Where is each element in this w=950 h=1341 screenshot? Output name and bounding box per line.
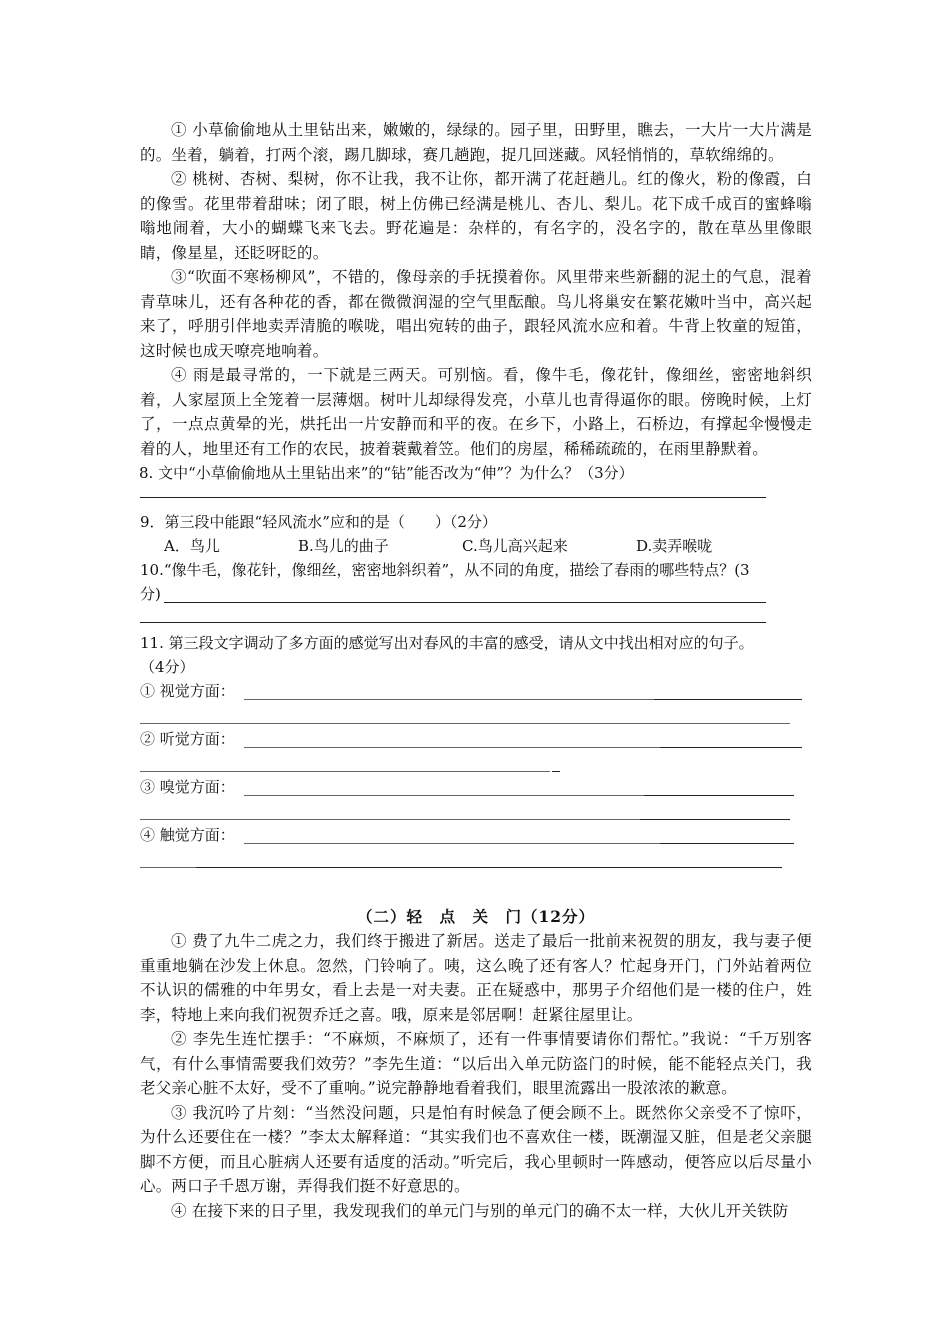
answer-line-visual-4[interactable] bbox=[230, 723, 790, 724]
question-11: 11. 第三段文字调动了多方面的感觉写出对春风的丰富的感受，请从文中找出相对应的句子。 bbox=[140, 634, 754, 652]
sense-tactile-label: ④ 触觉方面： bbox=[140, 826, 235, 844]
option-d[interactable]: D.卖弄喉咙 bbox=[636, 537, 713, 555]
paragraph-2: ② 桃树、杏树、梨树，你不让我，我不让你，都开满了花赶趟儿。红的像火，粉的像霞，白的像雪。花里带着甜味；闭了眼，树上仿佛已经满是桃儿、杏儿、梨儿。花下成千成百的蜜蜂嗡嗡地闹着，大小的蝴蝶飞来飞去。野花遍是：杂样的，有名字的，没名字的，散在草丛里像眼睛，像星星，还眨呀眨的。 bbox=[140, 170, 812, 262]
question-8: 8. 文中“小草偷偷地从土里钻出来”的“钻”能否改为“伸”？为什么？（3分） bbox=[139, 464, 634, 482]
sense-olfactory-label: ③ 嗅觉方面： bbox=[140, 778, 235, 796]
answer-line-visual-2[interactable] bbox=[654, 699, 802, 700]
answer-line-auditory-1[interactable] bbox=[244, 747, 664, 748]
option-a[interactable]: A．鸟儿 bbox=[164, 537, 220, 555]
answer-line-visual-3[interactable] bbox=[140, 723, 230, 724]
passage-spring bbox=[140, 118, 812, 461]
answer-line-tactile-4[interactable] bbox=[196, 867, 782, 868]
paragraph-4: ④ 雨是最寻常的，一下就是三两天。可别恼。看，像牛毛，像花针，像细丝，密密地斜织着，人家屋顶上全笼着一层薄烟。树叶儿却绿得发亮，小草儿也青得逼你的眼。傍晚时候，上灯了，一点点黄晕的光，烘托出一片安静而和平的夜。在乡下，小路上，石桥边，有撑起伞慢慢走着的人，地里还有工作的农民，披着蓑戴着笠。他们的房屋，稀稀疏疏的，在雨里静默着。 bbox=[140, 366, 812, 458]
question-9-options bbox=[140, 534, 812, 558]
answer-line-olfactory-3[interactable] bbox=[140, 819, 640, 820]
sense-auditory-label: ② 听觉方面： bbox=[140, 730, 235, 748]
answer-line-tactile-3[interactable] bbox=[140, 867, 196, 868]
question-10-cont: 分) bbox=[140, 585, 161, 603]
sense-tactile bbox=[140, 823, 812, 871]
answer-line-olfactory-1[interactable] bbox=[244, 795, 664, 796]
paragraph-6: ② 李先生连忙摆手：“不麻烦，不麻烦了，还有一件事情要请你们帮忙。”我说：“千万别客气，有什么事情需要我们效劳？”李先生道：“以后出入单元防盗门的时候，能不能轻点关门，我老父亲心脏不太好，受不了重响。”说完静静地看着我们，眼里流露出一股浓浓的歉意。 bbox=[140, 1030, 812, 1097]
paragraph-5: ① 费了九牛二虎之力，我们终于搬进了新居。送走了最后一批前来祝贺的朋友，我与妻子便重重地躺在沙发上休息。忽然，门铃响了。咦，这么晚了还有客人？忙起身开门，门外站着两位不认识的儒雅的中年男女，看上去是一对夫妻。正在疑惑中，那男子介绍他们是一楼的住户，姓李，特地上来向我们祝贺乔迁之喜。哦，原来是邻居啊！赶紧往屋里让。 bbox=[140, 932, 812, 1024]
question-11-points: （4分） bbox=[140, 658, 195, 676]
question-10: 10.“像牛毛，像花针，像细丝，密密地斜织着”，从不同的角度，描绘了春雨的哪些特点？(3 bbox=[140, 561, 750, 579]
answer-line-olfactory-2[interactable] bbox=[644, 795, 794, 796]
answer-line-auditory-2[interactable] bbox=[660, 747, 802, 748]
option-c[interactable]: C.鸟儿高兴起来 bbox=[462, 537, 568, 555]
sense-visual-label: ① 视觉方面： bbox=[140, 682, 235, 700]
paragraph-1: ① 小草偷偷地从土里钻出来，嫩嫩的，绿绿的。园子里，田野里，瞧去，一大片一大片满是的。坐着，躺着，打两个滚，踢几脚球，赛几趟跑，捉几回迷藏。风轻悄悄的，草软绵绵的。 bbox=[140, 121, 812, 164]
paragraph-7: ③ 我沉吟了片刻：“当然没问题，只是怕有时候急了便会顾不上。既然你父亲受不了惊吓，为什么还要住在一楼？”李太太解释道：“其实我们也不喜欢住一楼，既潮湿又脏，但是老父亲腿脚不方便，而且心脏病人还要有适度的活动。”听完后，我心里顿时一阵感动，便答应以后尽量小心。两口子千恩万谢，弄得我们挺不好意思的。 bbox=[140, 1103, 812, 1195]
paragraph-8: ④ 在接下来的日子里，我发现我们的单元门与别的单元门的确不太一样，大伙儿开关铁防 bbox=[171, 1201, 789, 1220]
question-9: 9．第三段中能跟“轻风流水”应和的是（ ）（2分） bbox=[140, 513, 497, 531]
sense-olfactory bbox=[140, 775, 812, 823]
answer-line-tactile-2[interactable] bbox=[660, 843, 794, 844]
answer-line-auditory-4[interactable] bbox=[552, 771, 560, 772]
answer-line-tactile-1[interactable] bbox=[244, 843, 664, 844]
option-b[interactable]: B.鸟儿的曲子 bbox=[298, 537, 389, 555]
answer-line-q10-a[interactable] bbox=[164, 602, 766, 603]
exam-page bbox=[140, 118, 812, 1223]
sense-visual bbox=[140, 679, 812, 727]
answer-line-visual-1[interactable] bbox=[244, 699, 664, 700]
section-2-title: （二）轻 点 关 门（12分） bbox=[356, 907, 596, 926]
passage-close-door bbox=[140, 929, 812, 1223]
paragraph-3: ③“吹面不寒杨柳风”，不错的，像母亲的手抚摸着你。风里带来些新翻的泥土的气息，混着青草味儿，还有各种花的香，都在微微润湿的空气里酝酿。鸟儿将巢安在繁花嫩叶当中，高兴起来了，呼朋引伴地卖弄清脆的喉咙，唱出宛转的曲子，跟轻风流水应和着。牛背上牧童的短笛，这时候也成天嘹亮地响着。 bbox=[140, 268, 812, 360]
answer-line-olfactory-4[interactable] bbox=[640, 819, 790, 820]
answer-line-auditory-3[interactable] bbox=[140, 771, 550, 772]
sense-auditory bbox=[140, 727, 812, 775]
